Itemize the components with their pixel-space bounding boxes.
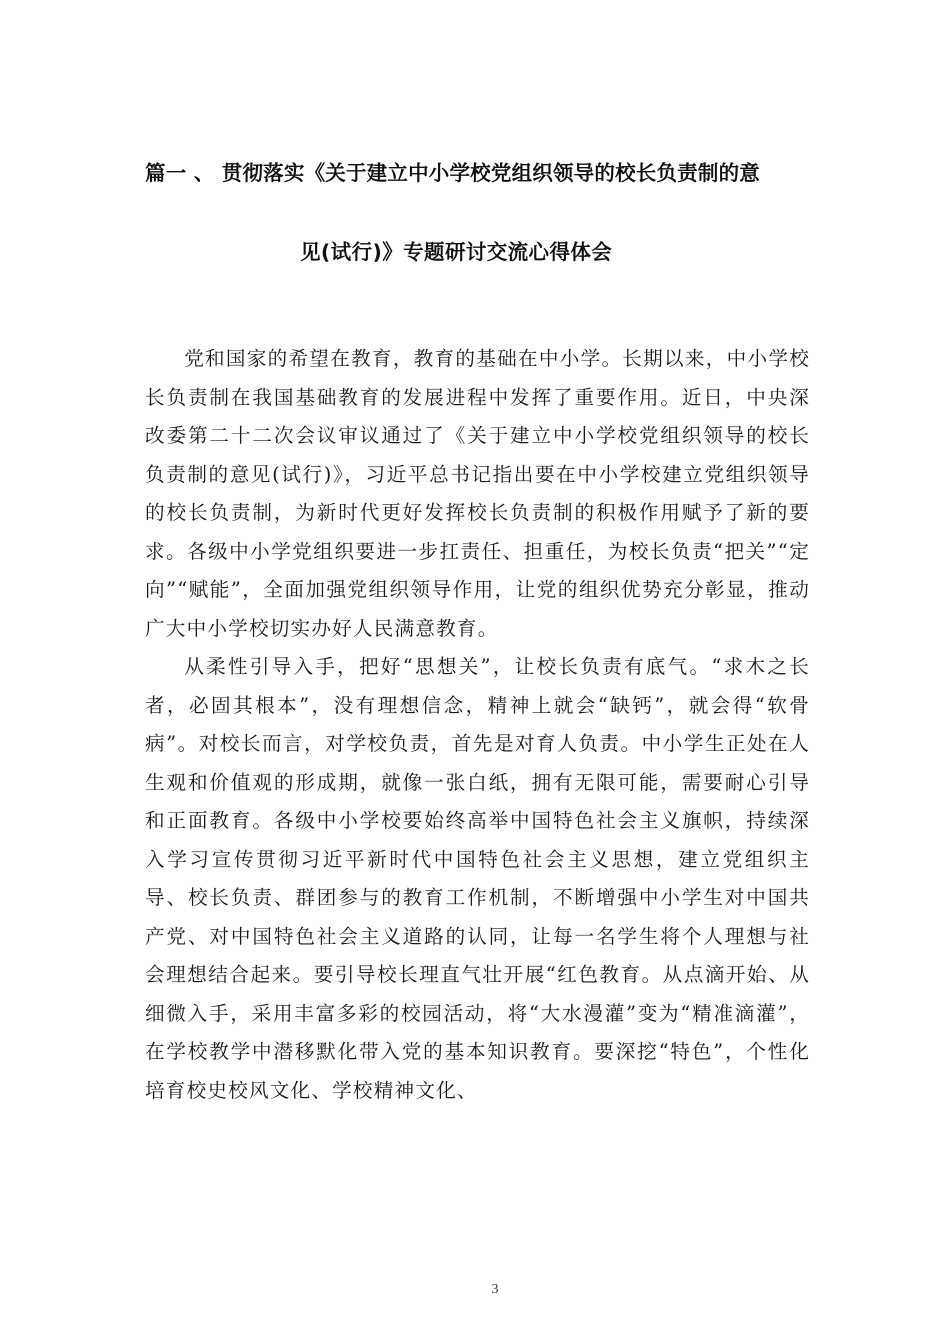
- paragraph-2: 从柔性引导入手，把好“思想关”，让校长负责有底气。“求木之长者，必固其根本”，没有理想信念，精神上就会“缺钙”，就会得“软骨病”。对校长而言，对学校负责，首先是对育人负责。中小学生正处在人生观和价值观的形成期，就像一张白纸，拥有无限可能，需要耐心引导和正面教育。各级中小学校要始终高举中国特色社会主义旗帜，持续深入学习宣传贯彻习近平新时代中国特色社会主义思想，建立党组织主导、校长负责、群团参与的教育工作机制，不断增强中小学生对中国共产党、对中国特色社会主义道路的认同，让每一名学生将个人理想与社会理想结合起来。要引导校长理直气壮开展“红色教育。从点滴开始、从细微入手，采用丰富多彩的校园活动，将“大水漫灌”变为“精准滴灌”，在学校教学中潜移默化带入党的基本知识教育。要深挖“特色”，个性化培育校史校风文化、学校精神文化、: [145, 655, 810, 1102]
- title-line-1: 篇一 、 贯彻落实《关于建立中小学校党组织领导的校长负责制的意: [145, 161, 760, 185]
- page-number: 3: [491, 1282, 499, 1297]
- paragraph-1: 党和国家的希望在教育，教育的基础在中小学。长期以来，中小学校长负责制在我国基础教育的发展进程中发挥了重要作用。近日，中央深改委第二十二次会议审议通过了《关于建立中小学校党组织领导的校长负责制的意见(试行)》，习近平总书记指出要在中小学校建立党组织领导的校长负责制，为新时代更好发挥校长负责制的积极作用赋予了新的要求。各级中小学党组织要进一步扛责任、担重任，为校长负责“把关”“定向”“赋能”，全面加强党组织领导作用，让党的组织优势充分彰显，推动广大中小学校切实办好人民满意教育。: [145, 347, 810, 640]
- body-text: [145, 340, 810, 1110]
- title-line-2: 见(试行)》专题研讨交流心得体会: [300, 240, 613, 264]
